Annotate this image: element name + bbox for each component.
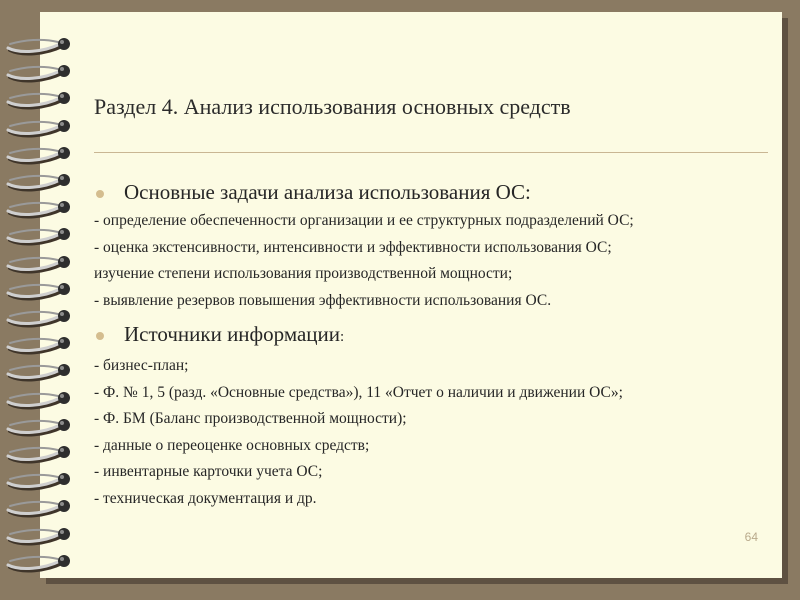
spiral-ring-icon <box>0 496 76 518</box>
spiral-ring-icon <box>0 306 76 328</box>
list-item: - оценка экстенсивности, интенсивности и эффективности использования ОС; <box>94 238 612 256</box>
spiral-ring-icon <box>0 279 76 301</box>
list-item: изучение степени использования производственной мощности; <box>94 265 513 282</box>
spiral-ring-icon <box>0 170 76 192</box>
page-number: 64 <box>744 530 758 544</box>
spiral-ring-icon <box>0 415 76 437</box>
section-heading-sources-text: Источники информации <box>124 322 341 346</box>
slide-page <box>40 12 782 578</box>
section-heading-sources <box>94 318 784 353</box>
spiral-ring-icon <box>0 442 76 464</box>
spiral-ring-icon <box>0 551 76 573</box>
list-item: - выявление резервов повышения эффективности использования ОС. <box>94 291 552 309</box>
spiral-ring-icon <box>0 333 76 355</box>
spiral-ring-icon <box>0 360 76 382</box>
list-item: - бизнес-план; <box>94 357 189 374</box>
spiral-ring-icon <box>0 469 76 491</box>
list-item: - техническая документация и др. <box>94 489 317 507</box>
spiral-ring-icon <box>0 88 76 110</box>
section-heading-tasks-text: Основные задачи анализа использования ОС: <box>124 180 531 204</box>
section-heading-sources-colon: : <box>340 329 345 345</box>
spiral-ring-icon <box>0 143 76 165</box>
spiral-ring-icon <box>0 34 76 56</box>
list-item: - определение обеспеченности организации и ее структурных подразделений ОС; <box>94 212 634 229</box>
spiral-ring-icon <box>0 252 76 274</box>
list-item: - данные о переоценке основных средств; <box>94 436 370 454</box>
spiral-ring-icon <box>0 197 76 219</box>
spiral-ring-icon <box>0 61 76 83</box>
bullet-dot-icon <box>96 332 104 340</box>
list-item: - Ф. БМ (Баланс производственной мощности); <box>94 410 407 427</box>
spiral-ring-icon <box>0 116 76 138</box>
section-heading-tasks <box>94 176 784 208</box>
title-divider <box>94 152 768 153</box>
list-item: - инвентарные карточки учета ОС; <box>94 463 323 480</box>
spiral-ring-icon <box>0 224 76 246</box>
bullet-dot-icon <box>96 190 104 198</box>
slide-title: Раздел 4. Анализ использования основных средств <box>94 94 571 119</box>
list-item: - Ф. № 1, 5 (разд. «Основные средства»), 11 «Отчет о наличии и движении ОС»; <box>94 383 623 401</box>
slide-content <box>94 176 784 512</box>
spiral-ring-icon <box>0 388 76 410</box>
spiral-ring-icon <box>0 524 76 546</box>
